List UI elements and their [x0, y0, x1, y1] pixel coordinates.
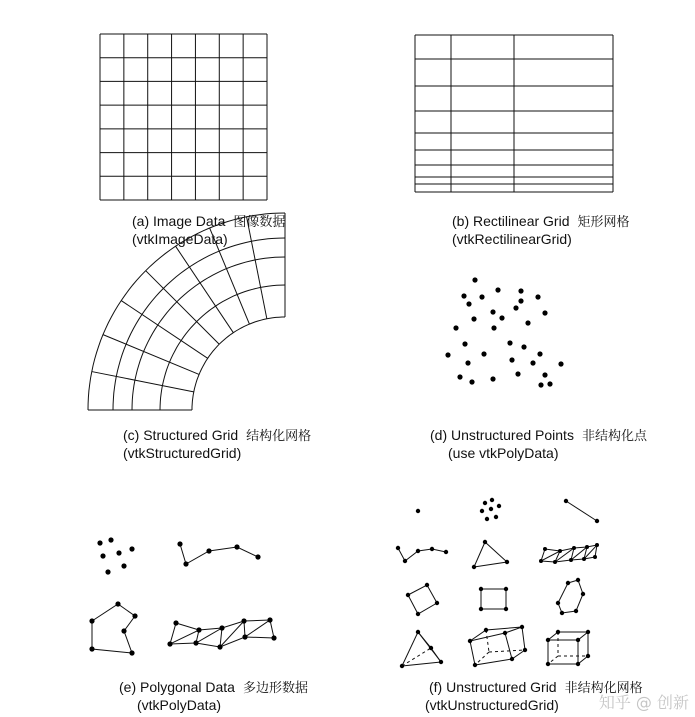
cell-triangle-strip [539, 543, 599, 564]
caption-class: (vtkPolyData) [137, 697, 222, 713]
cell-tetra [400, 630, 443, 668]
caption-class: (vtkImageData) [132, 231, 228, 247]
cell-vertex [416, 509, 420, 513]
cell-triangle [472, 540, 509, 569]
watermark: 知乎 @ 创新 [598, 693, 689, 712]
caption-label: (c) Structured Grid [123, 427, 239, 443]
caption-class: (vtkUnstructuredGrid) [425, 697, 559, 713]
caption-class: (vtkRectilinearGrid) [452, 231, 572, 247]
caption-chinese: 结构化网格 [246, 429, 312, 444]
caption-label: (e) Polygonal Data [119, 679, 235, 695]
cell-line [564, 499, 599, 523]
cell-voxel [546, 630, 590, 666]
caption-chinese: 非结构化点 [581, 429, 647, 444]
cell-hexahedron [468, 625, 527, 667]
caption-label: (b) Rectilinear Grid [452, 213, 570, 229]
caption-label: (f) Unstructured Grid [429, 679, 557, 695]
cell-quad [406, 583, 439, 616]
caption-label: (a) Image Data [132, 213, 226, 229]
caption-chinese: 多边形数据 [242, 681, 308, 696]
cell-polyline [396, 546, 448, 563]
cell-pixel [479, 587, 508, 611]
caption-class: (use vtkPolyData) [448, 445, 559, 461]
caption-label: (d) Unstructured Points [430, 427, 574, 443]
cell-poly-vertex [480, 498, 501, 521]
caption-chinese: 矩形网格 [577, 215, 630, 230]
cell-polygon [556, 578, 585, 615]
caption-chinese: 非结构化网格 [564, 681, 643, 696]
caption-chinese: 图像数据 [233, 215, 286, 230]
caption-class: (vtkStructuredGrid) [123, 445, 242, 461]
